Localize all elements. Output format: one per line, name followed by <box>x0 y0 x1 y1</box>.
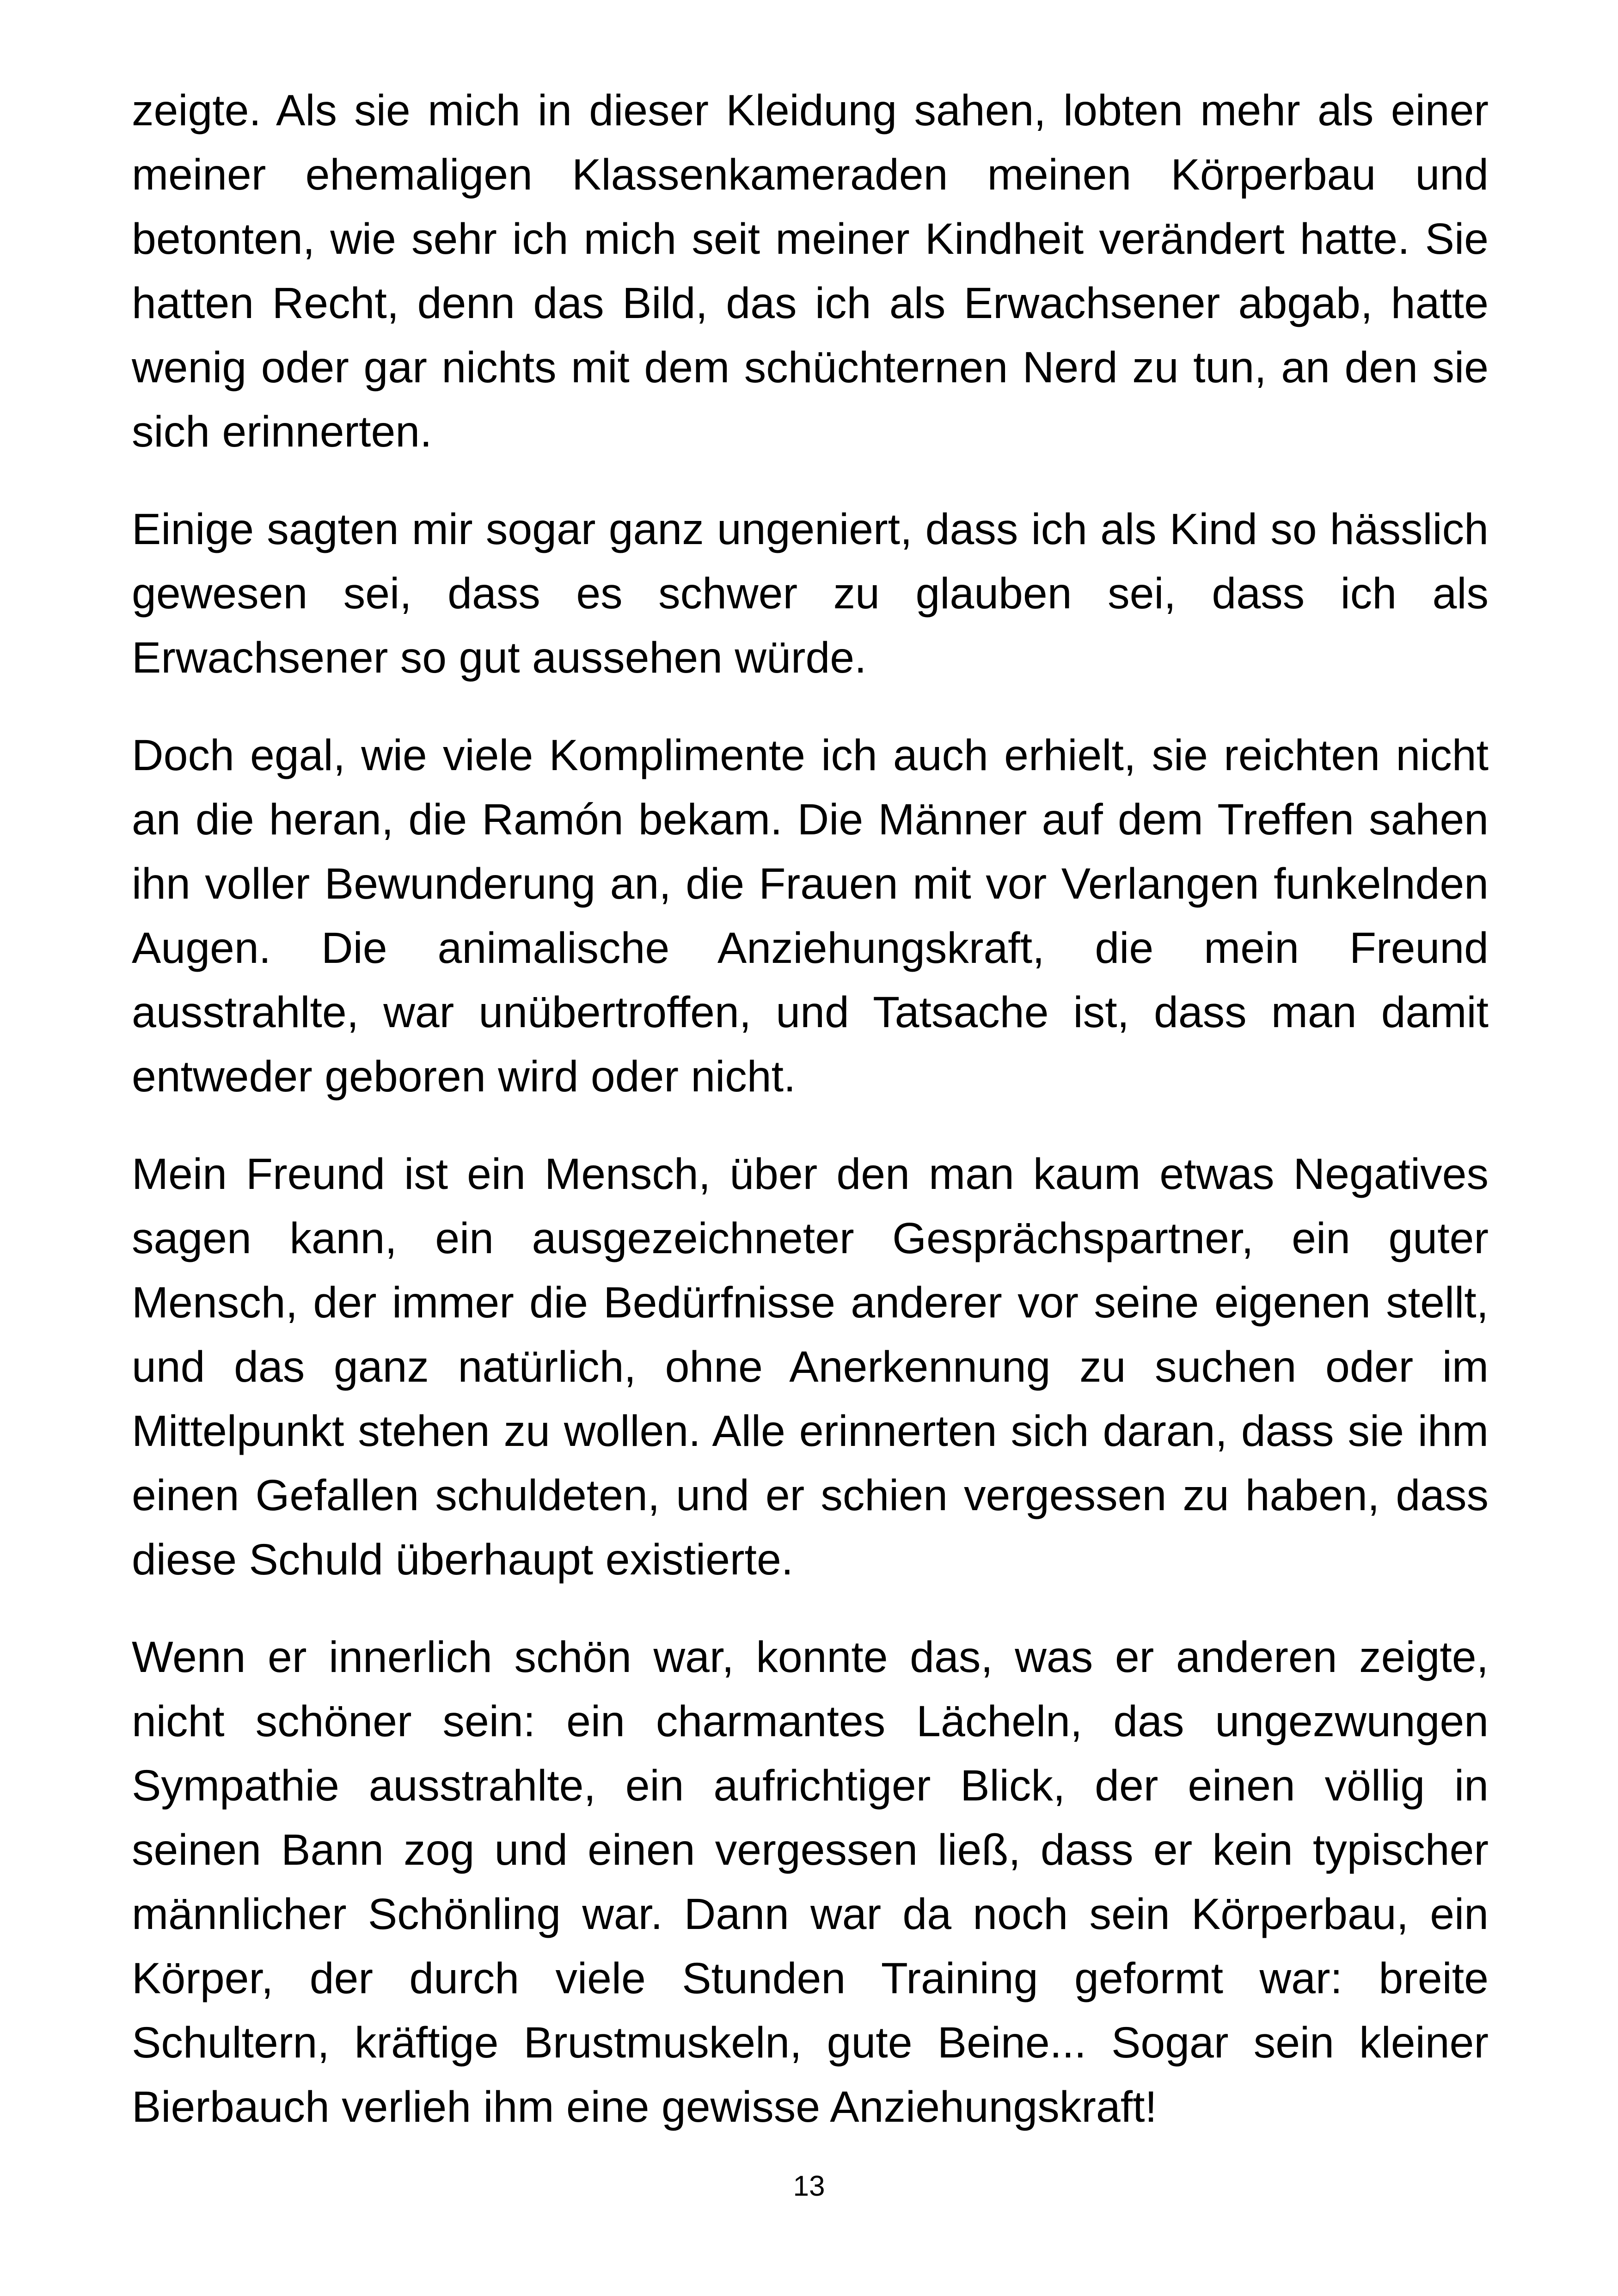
paragraph-5: Wenn er innerlich schön war, konnte das, was er anderen zeigte, nicht schöner sein: ein charmantes Lächeln, das ungezwungen Sympathie ausstrahlte, ein aufrichtiger Blick, der einen völlig in seinen Bann zog und einen vergessen ließ, dass er kein typischer männlicher Schönling war. Dann war da noch sein Körperbau, ein Körper, der durch viele Stunden Training geformt war: breite Schultern, kräftige Brustmuskeln, gute Beine... Sogar sein kleiner Bierbauch verlieh ihm eine gewisse Anziehungskraft! <box>132 1633 1489 2131</box>
page-number: 13 <box>793 2170 825 2202</box>
paragraph-1: zeigte. Als sie mich in dieser Kleidung sahen, lobten mehr als einer meiner ehemaligen Klassenkameraden meinen Körperbau und betonten, wie sehr ich mich seit meiner Kindheit verändert hatte. Sie hatten Recht, denn das Bild, das ich als Erwachsener abgab, hatte wenig oder gar nichts mit dem schüchternen Nerd zu tun, an den sie sich erinnerten. <box>132 86 1489 456</box>
paragraph-3: Doch egal, wie viele Komplimente ich auch erhielt, sie reichten nicht an die heran, die Ramón bekam. Die Männer auf dem Treffen sahen ihn voller Bewunderung an, die Frauen mit vor Verlangen funkelnden Augen. Die animalische Anziehungskraft, die mein Freund ausstrahlte, war unübertroffen, und Tatsache ist, dass man damit entweder geboren wird oder nicht. <box>132 731 1489 1101</box>
page-body <box>132 79 1489 2173</box>
paragraph-2: Einige sagten mir sogar ganz ungeniert, dass ich als Kind so hässlich gewesen sei, dass es schwer zu glauben sei, dass ich als Erwachsener so gut aussehen würde. <box>132 505 1489 682</box>
paragraph-4: Mein Freund ist ein Mensch, über den man kaum etwas Negatives sagen kann, ein ausgezeichneter Gesprächspartner, ein guter Mensch, der immer die Bedürfnisse anderer vor seine eigenen stellt, und das ganz natürlich, ohne Anerkennung zu suchen oder im Mittelpunkt stehen zu wollen. Alle erinnerten sich daran, dass sie ihm einen Gefallen schuldeten, und er schien vergessen zu haben, dass diese Schuld überhaupt existierte. <box>132 1150 1489 1584</box>
